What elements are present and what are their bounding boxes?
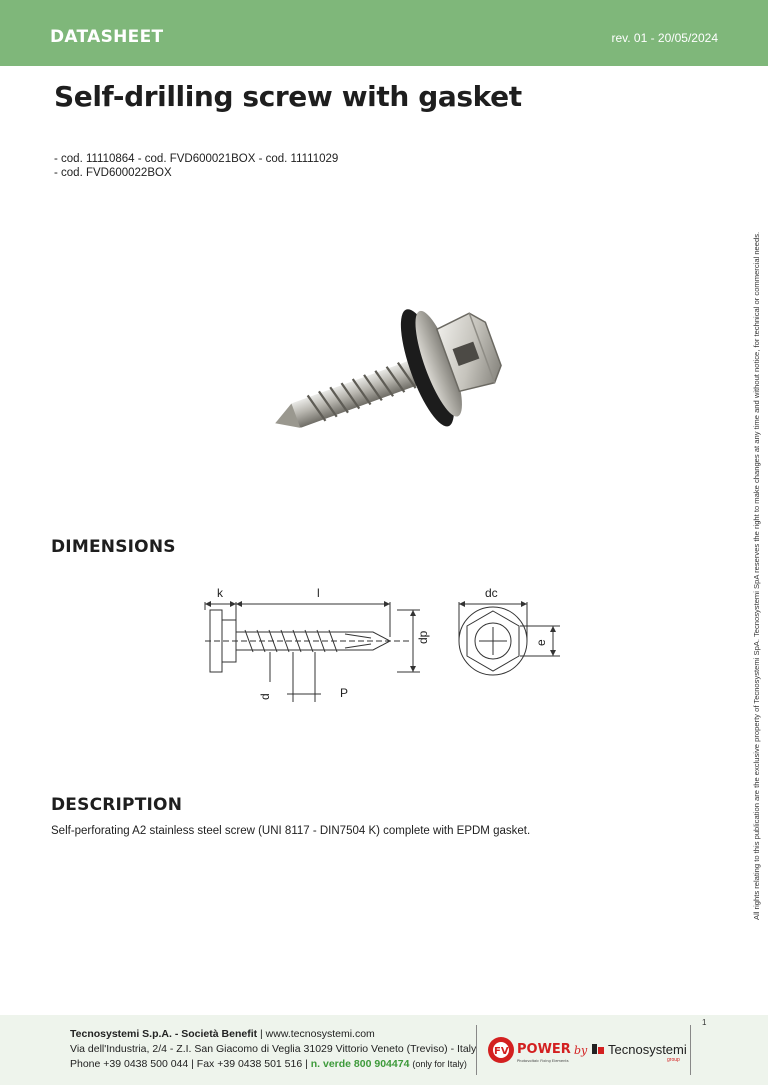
- toll-free-number: n. verde 800 904474: [310, 1058, 410, 1070]
- website-link[interactable]: | www.tecnosystemi.com: [260, 1028, 375, 1040]
- label-dp: dp: [416, 630, 430, 644]
- address-line: Via dell'Industria, 2/4 - Z.I. San Giacomo di Veglia 31029 Vittorio Veneto (Treviso) - Italy: [70, 1043, 477, 1055]
- label-p: P: [340, 686, 349, 700]
- screw-shaft: [270, 358, 421, 437]
- rights-notice: All rights relating to this publication are the exclusive property of Tecnosystemi SpA. Tecnosystemi SpA reserves the right to make changes at any time and without notice, for technical or commercial needs.: [752, 231, 761, 920]
- logo-power: POWER: [517, 1042, 571, 1057]
- logo-by: by: [574, 1044, 588, 1057]
- page-number: 1: [702, 1018, 707, 1027]
- label-d: d: [258, 693, 272, 700]
- revision-date: rev. 01 - 20/05/2024: [611, 31, 718, 45]
- datasheet-label: DATASHEET: [50, 27, 164, 47]
- company-name: Tecnosystemi S.p.A. - Società Benefit: [70, 1028, 258, 1040]
- logo-group: group: [667, 1057, 680, 1063]
- logo-tecnosystemi: Tecnosystemi: [608, 1042, 687, 1057]
- page-title: Self-drilling screw with gasket: [54, 80, 522, 113]
- label-l: l: [317, 586, 320, 600]
- product-photo: [240, 240, 580, 470]
- description-text: Self-perforating A2 stainless steel screw (UNI 8117 - DIN7504 K) complete with EPDM gasket.: [51, 825, 531, 837]
- phone-line: [70, 1057, 476, 1072]
- brand-logos: [487, 1033, 687, 1067]
- phone-fax: Phone +39 0438 500 044 | Fax +39 0438 501 516 |: [70, 1058, 308, 1070]
- toll-free-note: (only for Italy): [412, 1059, 467, 1069]
- dimension-drawing: [195, 582, 575, 712]
- label-k: k: [217, 586, 223, 600]
- description-heading: DESCRIPTION: [51, 795, 183, 815]
- product-codes: [54, 152, 338, 180]
- dimensions-heading: DIMENSIONS: [51, 537, 176, 557]
- logo-fv: FV: [494, 1046, 509, 1057]
- footer-divider-right: [690, 1025, 691, 1075]
- codes-line-1: - cod. 11110864 - cod. FVD600021BOX - cod. 11111029: [54, 153, 339, 165]
- header-bar: [0, 0, 768, 66]
- label-dc: dc: [485, 586, 498, 600]
- company-line: [70, 1027, 476, 1042]
- codes-line-2: - cod. FVD600022BOX: [54, 167, 172, 179]
- company-address: [70, 1027, 476, 1072]
- footer: [0, 1015, 768, 1085]
- logo-sub: Photovoltaic Fixing Elements: [517, 1059, 569, 1063]
- footer-divider: [476, 1025, 477, 1075]
- tecnosystemi-mark-icon: [592, 1044, 604, 1054]
- label-e: e: [534, 639, 548, 646]
